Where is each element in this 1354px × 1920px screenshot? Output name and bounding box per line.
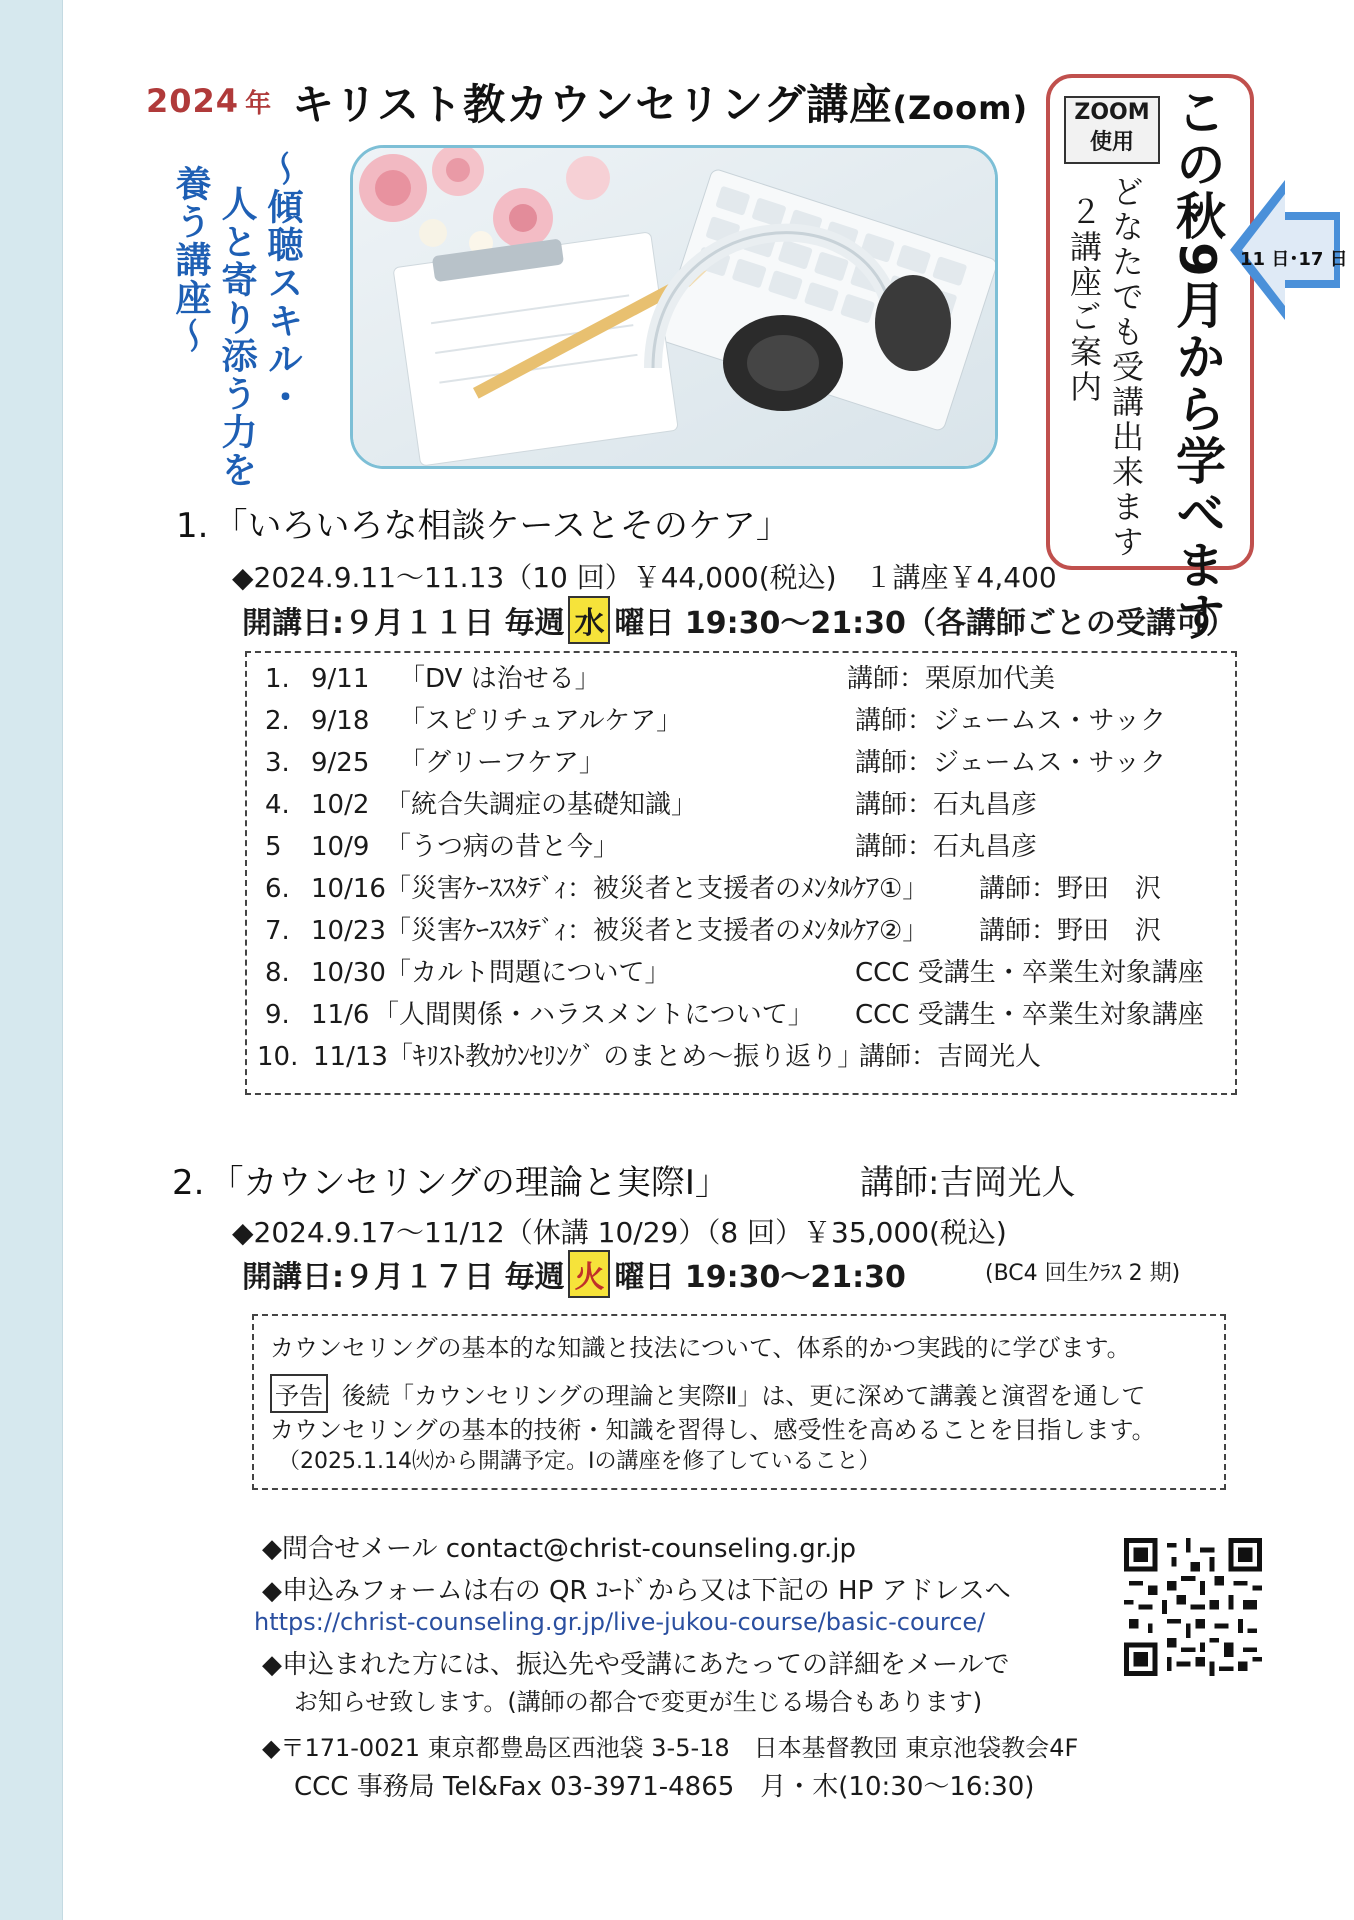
course2-class-note: (BC4 回生ｸﾗｽ 2 期) xyxy=(985,1261,1181,1286)
session-lecturer: CCC 受講生・卒業生対象講座 xyxy=(855,958,1204,988)
zoom-badge-line-2: 使用 xyxy=(1089,130,1134,155)
session-lecturer: 講師：吉岡光人 xyxy=(859,1042,1042,1072)
left-margin-strip xyxy=(0,0,63,1920)
zoom-badge xyxy=(1064,96,1160,164)
course1-title: 「いろいろな相談ケースとそのケア」 xyxy=(213,506,790,546)
page-title: キリスト教カウンセリング講座(Zoom) xyxy=(292,80,1029,129)
start-dates-label: 11 日･17 日 xyxy=(1240,249,1348,270)
session-row: 10. 11/13「ｷﾘｽﾄ教ｶｳﾝｾﾘﾝｸﾞ のまとめ～振り返り」 xyxy=(257,1042,864,1072)
office-line: CCC 事務局 Tel&Fax 03-3971-4865 月・木(10:30～16:30) xyxy=(294,1772,1035,1802)
subtitle-line-1: ～傾聴スキル・ xyxy=(262,150,303,416)
anyone-can-attend-text: どなたでも受講出来ます xyxy=(1107,175,1145,560)
course2-lecturer: 講師:吉岡光人 xyxy=(860,1163,1076,1203)
session-row: 9. 11/6 「人間関係・ハラスメントについて」 xyxy=(265,1000,814,1030)
preview-badge: 予告 xyxy=(270,1374,328,1413)
session-lecturer: 講師：栗原加代美 xyxy=(847,664,1056,694)
course2-number: 2. xyxy=(172,1163,205,1203)
course2-title: 「カウンセリングの理論と実際Ⅰ」 xyxy=(209,1163,729,1203)
session-row: 2. 9/18 「スピリチュアルケア」 xyxy=(265,706,683,736)
course1-heading xyxy=(176,498,790,547)
qr-code-icon[interactable] xyxy=(1124,1538,1262,1676)
course2-description-box xyxy=(252,1314,1226,1490)
notice-line-2: お知らせ致します。(講師の都合で変更が生じる場合もあります) xyxy=(294,1688,983,1716)
description-line: （2025.1.14㈫から開講予定。Ⅰの講座を修了していること） xyxy=(278,1449,881,1474)
description-line: カウンセリングの基本的技術・知識を習得し、感受性を高めることを目指します。 xyxy=(270,1416,1156,1444)
course1-day-highlight: 水 xyxy=(568,596,610,644)
session-lecturer: CCC 受講生・卒業生対象講座 xyxy=(855,1000,1204,1030)
course1-schedule: 開講日:９月１１日 毎週 水 曜日 19:30～21:30（各講師ごとの受講可） xyxy=(242,596,1236,644)
session-lecturer: 講師：ジェームス・サック xyxy=(855,706,1166,736)
course1-info: ◆2024.9.11～11.13（10 回）￥44,000(税込) １講座￥4,400 xyxy=(232,561,1057,594)
headline-vertical: この秋9月から学べます xyxy=(1168,86,1226,643)
form-instruction: ◆申込みフォームは右の QR ｺｰﾄﾞから又は下記の HP アドレスへ xyxy=(262,1576,1011,1606)
subtitle-line-3: 養う講座～ xyxy=(170,165,211,355)
course2-heading xyxy=(172,1155,729,1204)
session-lecturer: 講師：野田 沢 xyxy=(979,916,1162,946)
preview-line: 予告 後続「カウンセリングの理論と実際Ⅱ」は、更に深めて講義と演習を通して xyxy=(270,1374,1145,1413)
session-row: 6. 10/16「災害ｹｰｽｽﾀﾃﾞｨ：被災者と支援者のﾒﾝﾀﾙｹｱ①」 xyxy=(265,874,929,904)
address-line: ◆〒171-0021 東京都豊島区西池袋 3-5-18 日本基督教団 東京池袋教会4F xyxy=(262,1734,1079,1762)
notice-line-1: ◆申込まれた方には、振込先や受講にあたっての詳細をメールで xyxy=(262,1650,1010,1680)
session-lecturer: 講師：石丸昌彦 xyxy=(855,790,1038,820)
session-row: 3. 9/25 「グリーフケア」 xyxy=(265,748,605,778)
subtitle-line-2: 人と寄り添う力を xyxy=(216,185,257,489)
title-year: 2024 年 xyxy=(146,82,273,120)
session-lecturer: 講師：石丸昌彦 xyxy=(855,832,1038,862)
session-row: 5 10/9 「うつ病の昔と今」 xyxy=(265,832,620,862)
session-lecturer: 講師：野田 沢 xyxy=(979,874,1162,904)
contact-email: ◆問合せメール contact@christ-counseling.gr.jp xyxy=(262,1534,857,1564)
session-row: 8. 10/30「カルト問題について」 xyxy=(265,958,671,988)
course2-schedule: 開講日:９月１７日 毎週 火 曜日 19:30～21:30 xyxy=(242,1250,906,1298)
description-line: カウンセリングの基本的な知識と技法について、体系的かつ実践的に学びます。 xyxy=(270,1334,1131,1362)
course2-info: ◆2024.9.17～11/12（休講 10/29）（8 回）￥35,000(税込) xyxy=(232,1216,1007,1249)
session-row: 1. 9/11 「DV は治せる」 xyxy=(265,664,601,694)
session-row: 7. 10/23「災害ｹｰｽｽﾀﾃﾞｨ：被災者と支援者のﾒﾝﾀﾙｹｱ②」 xyxy=(265,916,929,946)
headphones-photo xyxy=(350,145,998,469)
session-row: 4. 10/2 「統合失調症の基礎知識」 xyxy=(265,790,698,820)
session-lecturer: 講師：ジェームス・サック xyxy=(855,748,1166,778)
course1-number: 1. xyxy=(176,506,209,546)
two-courses-text: ２講座ご案内 xyxy=(1065,195,1103,405)
course2-day-highlight: 火 xyxy=(568,1250,610,1298)
course-url-link[interactable]: https://christ-counseling.gr.jp/live-jukou-course/basic-cource/ xyxy=(254,1608,986,1636)
zoom-badge-line-1: ZOOM xyxy=(1074,100,1150,125)
course1-session-table xyxy=(245,651,1237,1095)
